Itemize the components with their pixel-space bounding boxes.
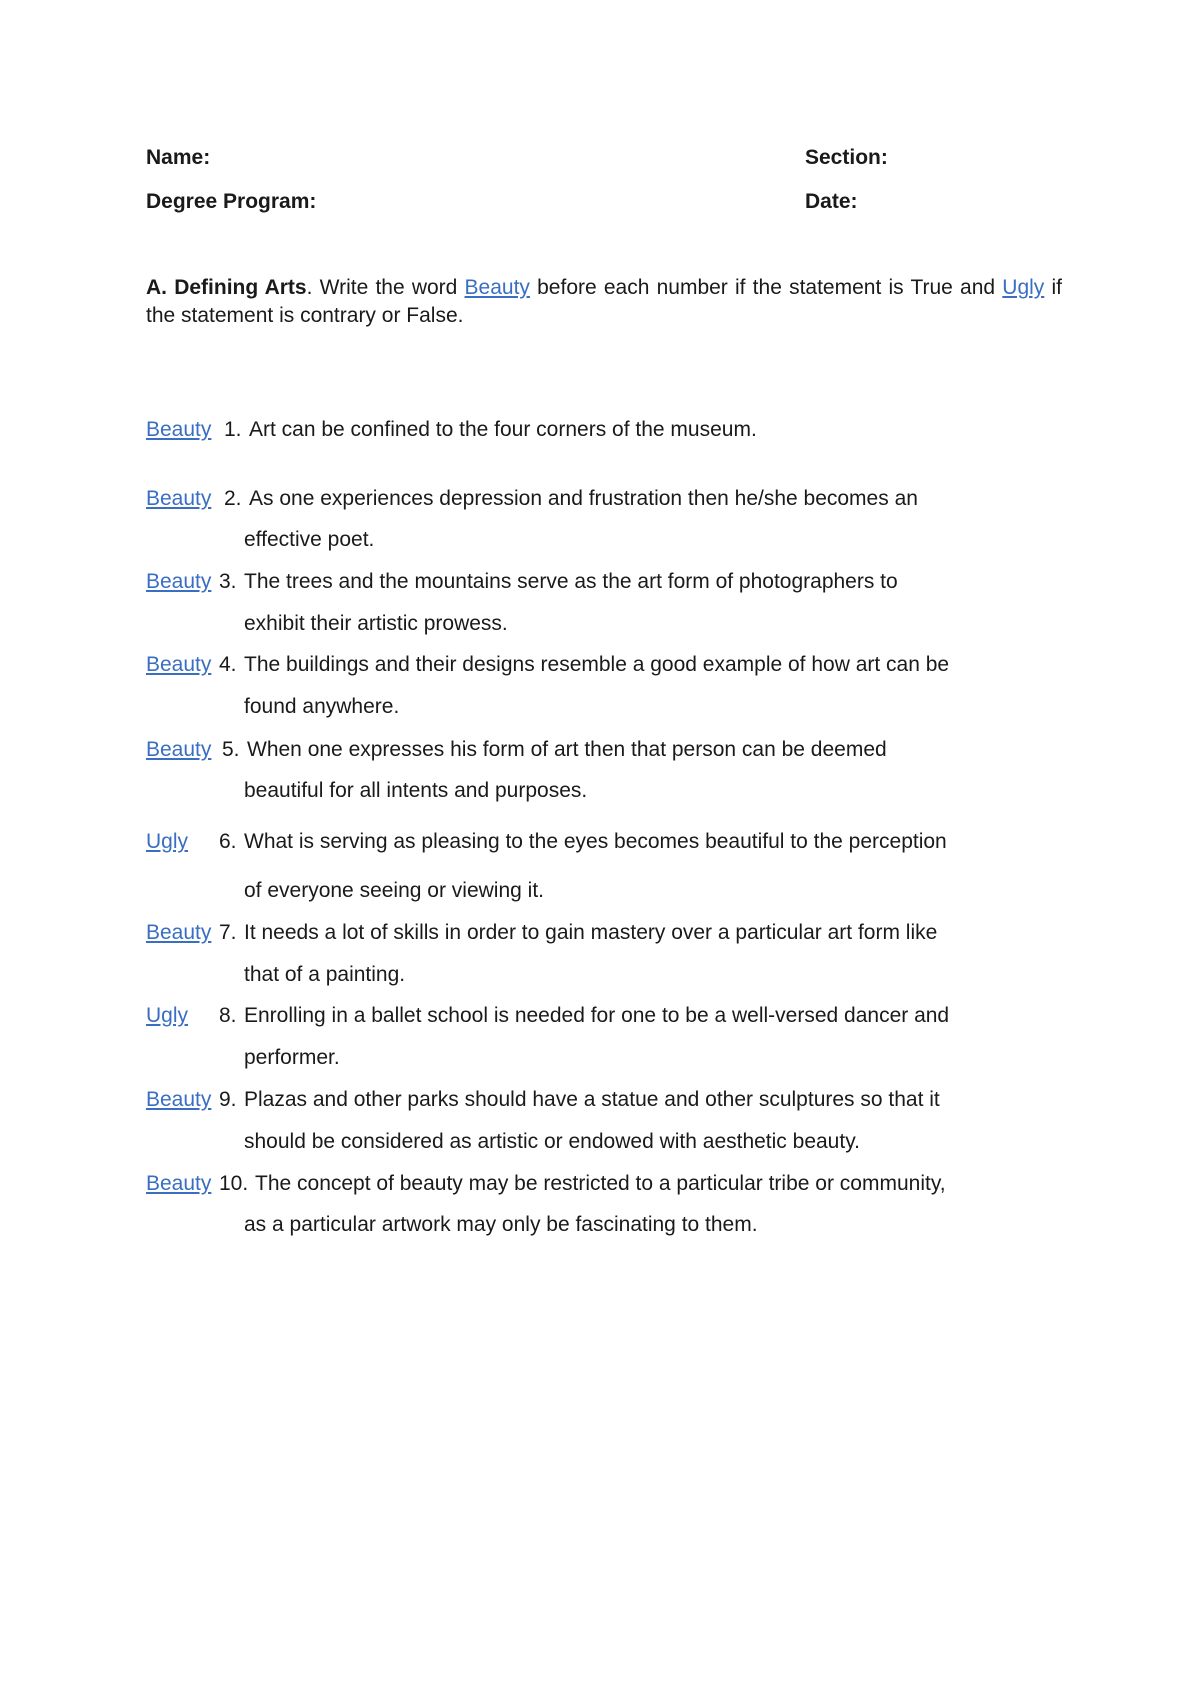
statement-text: The buildings and their designs resemble a good example of how art can be	[244, 653, 950, 676]
item-number: 5.	[222, 738, 240, 761]
ugly-link[interactable]: Ugly	[1002, 276, 1045, 299]
answer-link[interactable]: Beauty	[146, 921, 212, 944]
answer-link[interactable]: Beauty	[146, 418, 212, 441]
item-number: 7.	[219, 921, 237, 944]
instructions-paragraph	[146, 274, 1062, 330]
name-label: Name:	[146, 146, 211, 169]
instructions-heading: A. Defining Arts	[146, 276, 307, 299]
item-number: 2.	[224, 487, 242, 510]
statement-text-continued: exhibit their artistic prowess.	[244, 612, 508, 635]
statement-text-continued: beautiful for all intents and purposes.	[244, 779, 588, 802]
section-label: Section:	[805, 146, 888, 169]
statement-text: Art can be confined to the four corners of the museum.	[249, 418, 757, 441]
beauty-link[interactable]: Beauty	[464, 276, 530, 299]
item-number: 6.	[219, 830, 237, 853]
answer-link[interactable]: Beauty	[146, 1172, 212, 1195]
item-number: 8.	[219, 1004, 237, 1027]
statement-text-continued: that of a painting.	[244, 963, 406, 986]
statement-text-continued: as a particular artwork may only be fascinating to them.	[244, 1213, 758, 1236]
item-number: 3.	[219, 570, 237, 593]
answer-link[interactable]: Beauty	[146, 1088, 212, 1111]
answer-link[interactable]: Beauty	[146, 487, 212, 510]
instructions-text-1: . Write the word	[306, 276, 465, 299]
instructions-text-2: before each number if the statement is True and	[529, 276, 1003, 299]
statement-text-continued: of everyone seeing or viewing it.	[244, 879, 544, 902]
answer-link[interactable]: Beauty	[146, 653, 212, 676]
item-number: 4.	[219, 653, 237, 676]
statement-text-continued: effective poet.	[244, 528, 375, 551]
date-label: Date:	[805, 190, 858, 213]
item-number: 10.	[219, 1172, 249, 1195]
statement-text: What is serving as pleasing to the eyes becomes beautiful to the perception	[244, 830, 947, 853]
statement-text: The concept of beauty may be restricted to a particular tribe or community,	[255, 1172, 946, 1195]
answer-link[interactable]: Ugly	[146, 1004, 189, 1027]
statement-text: As one experiences depression and frustration then he/she becomes an	[249, 487, 918, 510]
statement-text-continued: should be considered as artistic or endowed with aesthetic beauty.	[244, 1130, 860, 1153]
instructions-text-3: if the statement is contrary or False.	[146, 276, 1063, 327]
item-number: 9.	[219, 1088, 237, 1111]
degree-program-label: Degree Program:	[146, 190, 317, 213]
item-number: 1.	[224, 418, 242, 441]
answer-link[interactable]: Ugly	[146, 830, 189, 853]
statement-text: It needs a lot of skills in order to gain mastery over a particular art form like	[244, 921, 938, 944]
answer-link[interactable]: Beauty	[146, 570, 212, 593]
statement-text: When one expresses his form of art then that person can be deemed	[247, 738, 887, 761]
statement-text: Plazas and other parks should have a statue and other sculptures so that it	[244, 1088, 940, 1111]
statement-text: Enrolling in a ballet school is needed for one to be a well-versed dancer and	[244, 1004, 950, 1027]
statement-text-continued: found anywhere.	[244, 695, 400, 718]
statement-text-continued: performer.	[244, 1046, 340, 1069]
answer-link[interactable]: Beauty	[146, 738, 212, 761]
statement-text: The trees and the mountains serve as the art form of photographers to	[244, 570, 898, 593]
